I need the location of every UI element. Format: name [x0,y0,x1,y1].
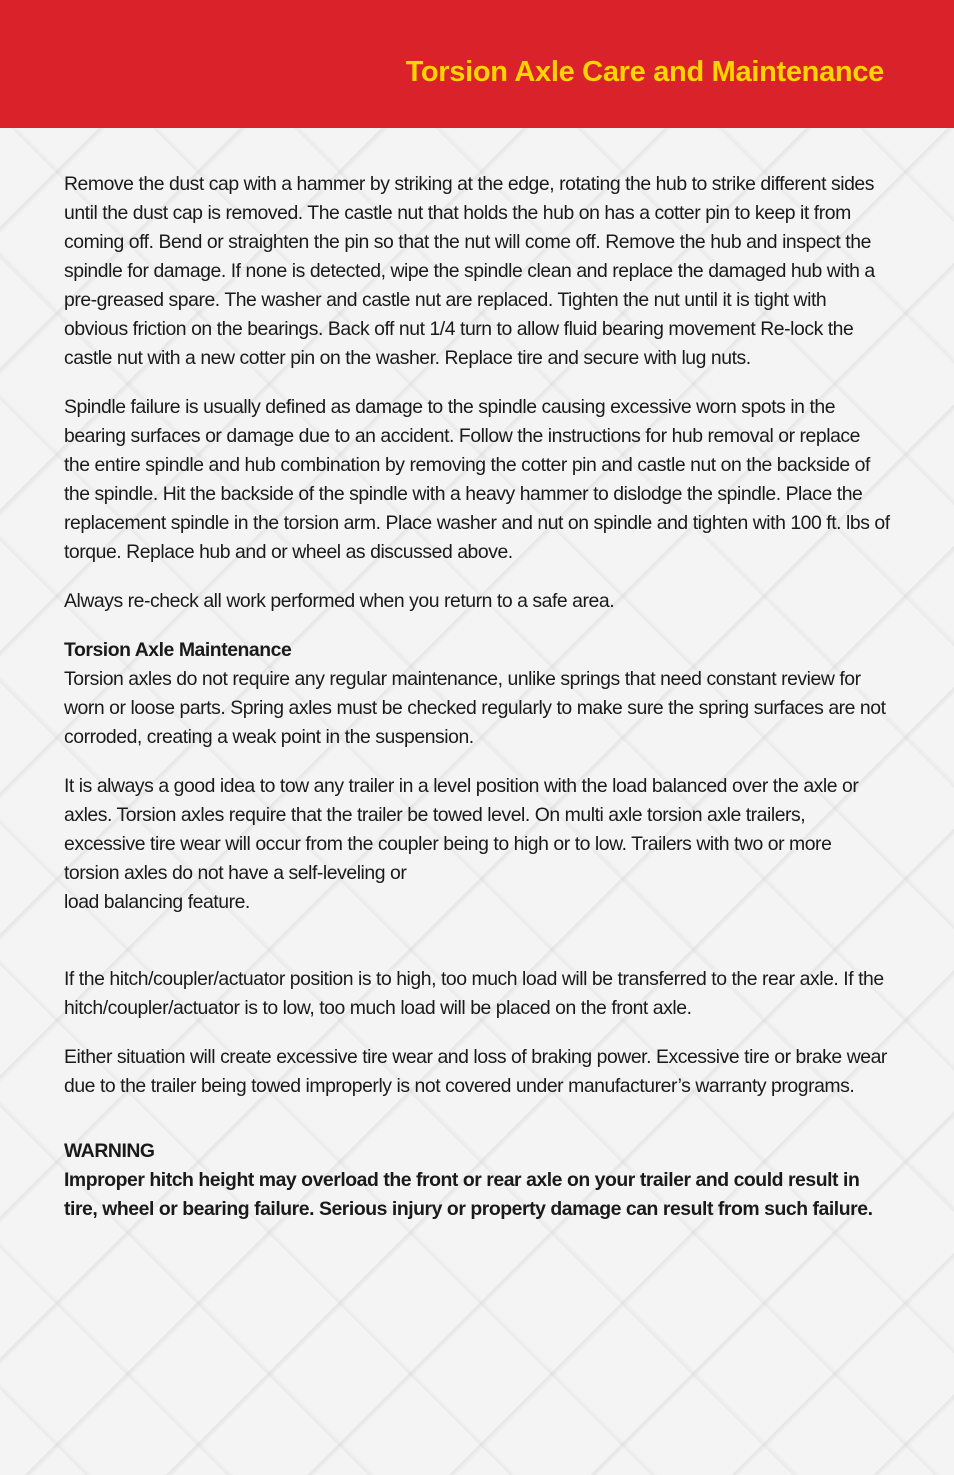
section-heading-maintenance: Torsion Axle Maintenance [64,639,292,661]
paragraph-spindle-failure: Spindle failure is usually defined as damage to the spindle causing excessive worn spots in the bearing surfaces or damage due to an accident. Follow the instructions for hub removal or replace the entire spindle and hub combination by removing the cotter pin and castle nut on the backside of the spindle. Hit the backside of the spindle with a heavy hammer to dislodge the spindle. Place the replacement spindle in the torsion arm. Place washer and nut on spindle and tighten with 100 ft. lbs of torque. Replace hub and or wheel as discussed above. [64,396,890,563]
paragraph-hub-removal: Remove the dust cap with a hammer by striking at the edge, rotating the hub to strike different sides until the dust cap is removed. The castle nut that holds the hub on has a cotter pin to keep it from coming off. Bend or straighten the pin so that the nut will come off. Remove the hub and inspect the spindle for damage. If none is detected, wipe the spindle clean and replace the damaged hub with a pre-greased spare. The washer and castle nut are replaced. Tighten the nut until it is tight with obvious friction on the bearings. Back off nut 1/4 turn to allow fluid bearing movement Re-lock the castle nut with a new cotter pin on the washer. Replace tire and secure with lug nuts. [64,173,875,369]
document-body [64,170,890,1244]
section-maintenance [64,636,890,752]
paragraph-maintenance: Torsion axles do not require any regular maintenance, unlike springs that need constant review for worn or loose parts. Spring axles must be checked regularly to make sure the spring surfaces are not corroded, creating a weak point in the suspension. [64,668,886,748]
page-title: Torsion Axle Care and Maintenance [405,56,884,88]
paragraph-recheck: Always re-check all work performed when you return to a safe area. [64,590,615,612]
warning-block [64,1137,890,1224]
warning-title: WARNING [64,1140,155,1162]
paragraph-level-towing-text: It is always a good idea to tow any trailer in a level position with the load balanced over the axle or axles. Torsion axles require that the trailer be towed level. On multi axle torsion axle trailers, excessive tire wear will occur from the coupler being to high or to low. Trailers with two or more torsion axles do not have a self-leveling or [64,775,859,884]
paragraph-level-towing [64,772,890,917]
paragraph-hitch-position: If the hitch/coupler/actuator position is to high, too much load will be transferred to the rear axle. If the hitch/coupler/actuator is to low, too much load will be placed on the front axle. [64,968,884,1019]
paragraph-level-towing-end: load balancing feature. [64,891,250,913]
warning-text: Improper hitch height may overload the front or rear axle on your trailer and could result in tire, wheel or bearing failure. Serious injury or property damage can result from such failure. [64,1169,873,1220]
header-banner [0,0,954,128]
paragraph-tire-wear: Either situation will create excessive tire wear and loss of braking power. Excessive tire or brake wear due to the trailer being towed improperly is not covered under manufacturer’s warranty programs. [64,1046,887,1097]
